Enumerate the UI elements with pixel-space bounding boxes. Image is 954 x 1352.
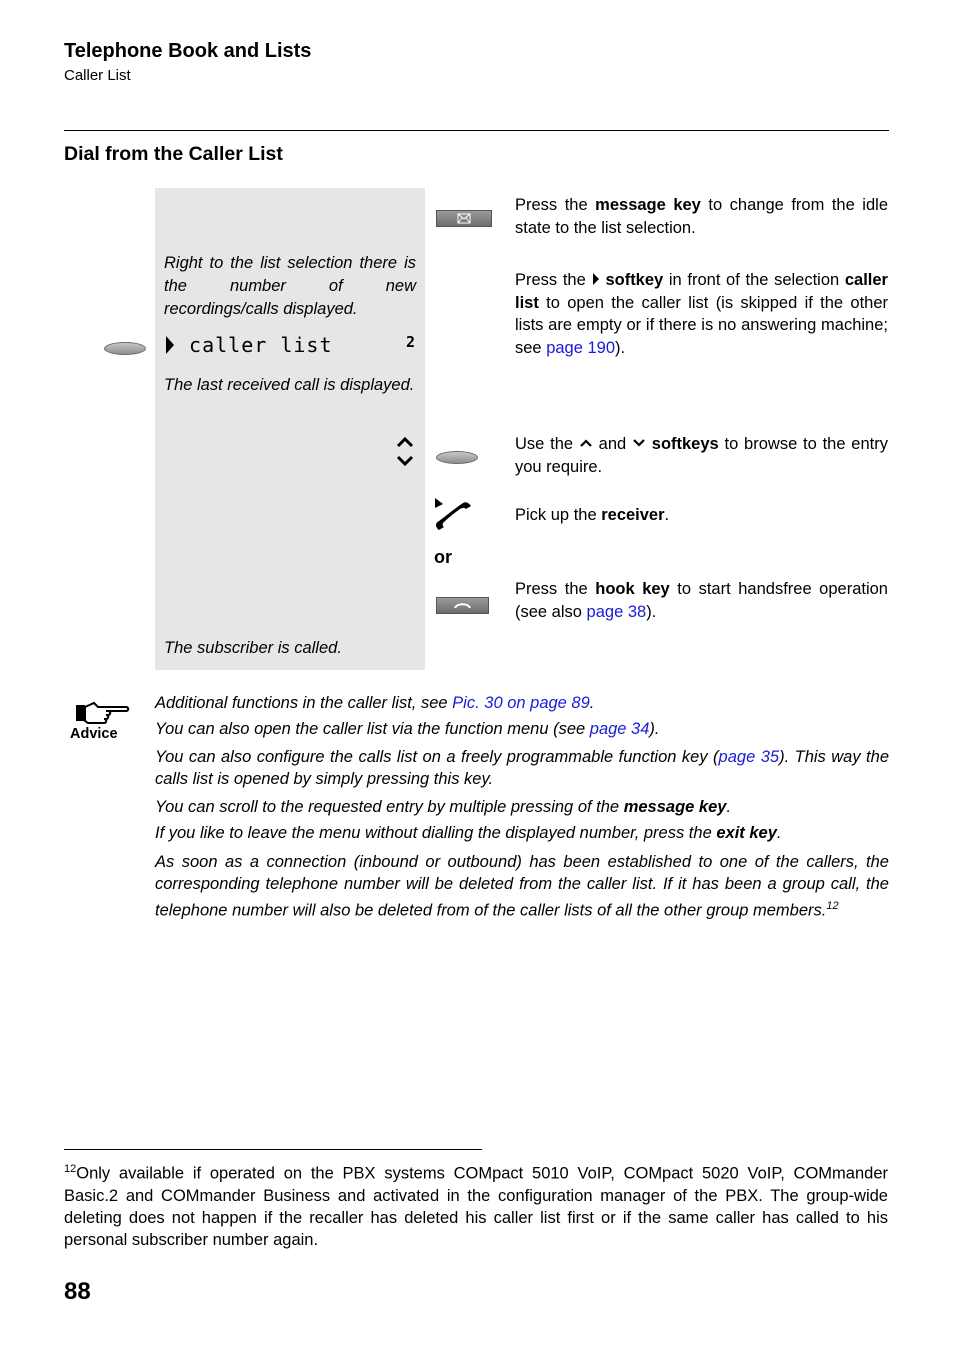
panel-note-called: The subscriber is called. [164,639,342,657]
step-message-key: Press the message key to change from the idle state to the list selection. [515,196,888,237]
advice-paragraph: You can scroll to the requested entry by multiple pressing of the message key. [155,798,732,816]
advice-paragraph: You can also open the caller list via the function menu (see page 34). [155,720,660,738]
phone-display-line [164,333,416,355]
advice-paragraph: You can also configure the calls list on a freely programmable function key (page 35). This way the calls list is opened by simply pressing this key. [155,748,889,788]
section-title: Dial from the Caller List [64,143,283,165]
step-pick-up-receiver: Pick up the receiver. [515,506,670,524]
chevron-down-icon [632,437,646,449]
display-count: 2 [405,333,416,351]
footnote-ref[interactable]: 12 [826,900,839,912]
link-page-190[interactable]: page 190 [546,338,616,357]
pointing-hand-icon [74,699,130,725]
footnote-rule [64,1149,482,1150]
page-number: 88 [64,1278,91,1305]
chevron-up-icon [579,437,593,449]
step-browse: Use the and softkeys to browse to the entry you require. [515,435,888,476]
step-softkey-caller-list: Press the softkey in front of the selection caller list to open the caller list (is skipped if the other lists are empty or if there is no answering machine; see page 190). [515,271,888,357]
panel-note-new-count: Right to the list selection there is the number of new recordings/calls displayed. [164,254,416,318]
right-triangle-icon [591,272,601,286]
chapter-title: Telephone Book and Lists [64,40,312,62]
hook-key-icon [436,597,489,614]
left-softkey-icon [104,342,146,355]
advice-label: Advice [70,726,118,742]
link-pic-30[interactable]: Pic. 30 on page 89 [452,694,590,712]
advice-paragraph: As soon as a connection (inbound or outbound) has been established to one of the callers, the corresponding telephone number will be deleted from the caller list. If it has been a group call, the telephone number will also be deleted from of the caller lists of all the other group members.$^{12}$ [155,853,889,920]
display-panel [155,188,425,670]
advice-paragraph: Additional functions in the caller list, see Pic. 30 on page 89. [155,694,595,712]
message-key-icon [436,210,492,227]
chapter-subtitle: Caller List [64,67,131,84]
display-caller-list-text: caller list [189,333,333,357]
footnote-number: 12 [64,1163,77,1175]
advice-paragraph: If you like to leave the menu without dialling the displayed number, press the exit key. [155,824,782,842]
softkey-icon [436,451,478,464]
or-separator: or [434,547,452,567]
link-page-38[interactable]: page 38 [586,602,647,621]
right-triangle-icon [164,335,176,355]
panel-note-last-call: The last received call is displayed. [164,376,415,394]
header-rule [64,130,889,131]
up-down-chevron-icon [395,434,415,470]
step-hook-key: Press the hook key to start handsfree operation (see also page 38). [515,580,888,621]
receiver-icon [433,497,473,533]
footnote [64,1158,888,1251]
link-page-34[interactable]: page 34 [589,720,650,738]
footnote-text: Only available if operated on the PBX systems COMpact 5010 VoIP, COMpact 5020 VoIP, COMmander Basic.2 and COMmander Business and activated in the configuration manager of the PBX. The group-wide deleting does not happen if the recaller has deleted his caller list first or if the same caller has called to his personal subscriber number again. [64,1164,888,1249]
link-page-35[interactable]: page 35 [718,748,780,766]
